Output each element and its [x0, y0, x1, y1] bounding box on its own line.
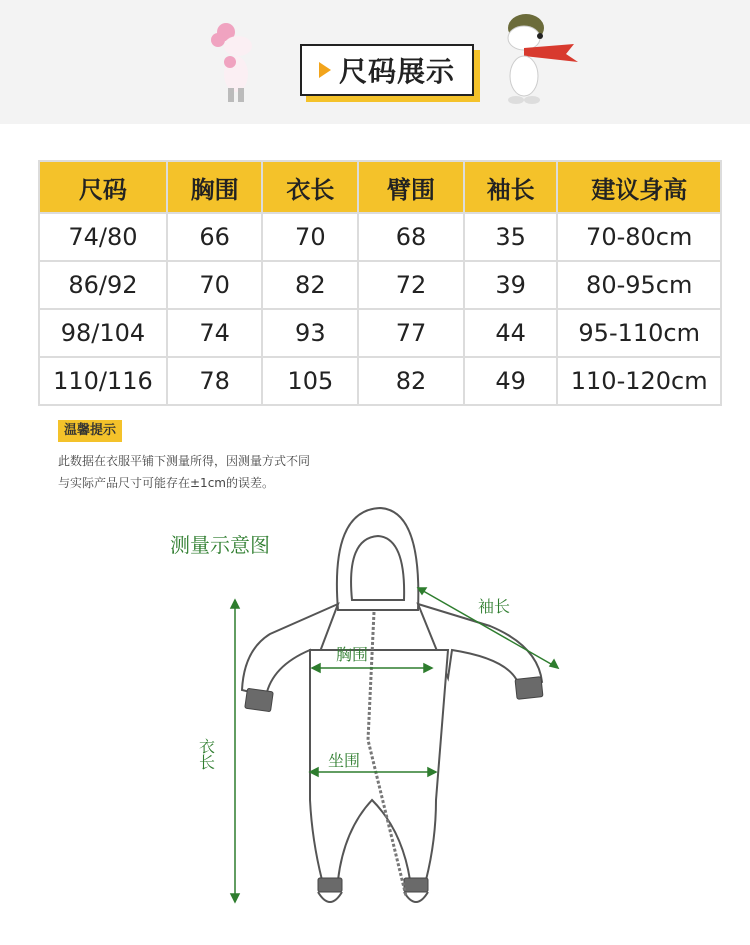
cell-height: 95-110cm — [557, 309, 721, 357]
cell-chest: 78 — [167, 357, 263, 405]
header-size: 尺码 — [39, 161, 167, 213]
label-length: 衣长 — [196, 738, 216, 770]
header-height: 建议身高 — [557, 161, 721, 213]
cell-arm: 82 — [358, 357, 464, 405]
label-chest: 胸围 — [336, 645, 369, 664]
cell-size: 110/116 — [39, 357, 167, 405]
cell-chest: 66 — [167, 213, 263, 261]
header-chest: 胸围 — [167, 161, 263, 213]
cell-length: 82 — [262, 261, 358, 309]
page-title-box — [300, 44, 474, 96]
header-arm: 臂围 — [358, 161, 464, 213]
cell-arm: 72 — [358, 261, 464, 309]
table-row — [39, 357, 721, 405]
tip-line-1: 此数据在衣服平铺下测量所得，因测量方式不同 — [58, 454, 311, 468]
table-row — [39, 213, 721, 261]
cell-sleeve: 39 — [464, 261, 558, 309]
snoopy-aviator-illustration — [494, 6, 580, 106]
cell-size: 74/80 — [39, 213, 167, 261]
cell-arm: 68 — [358, 213, 464, 261]
label-sleeve: 袖长 — [478, 597, 511, 616]
play-triangle-icon — [319, 62, 331, 78]
page-title: 尺码展示 — [338, 55, 455, 88]
diagram-title: 测量示意图 — [170, 533, 270, 557]
cell-size: 98/104 — [39, 309, 167, 357]
cell-height: 70-80cm — [557, 213, 721, 261]
cell-height: 110-120cm — [557, 357, 721, 405]
pink-poodle-illustration — [206, 14, 266, 104]
tip-badge: 温馨提示 — [58, 420, 122, 442]
cell-chest: 74 — [167, 309, 263, 357]
cell-length: 70 — [262, 213, 358, 261]
cell-size: 86/92 — [39, 261, 167, 309]
cell-sleeve: 49 — [464, 357, 558, 405]
cell-length: 105 — [262, 357, 358, 405]
measurement-diagram — [160, 500, 590, 940]
table-header-row — [39, 161, 721, 213]
jumpsuit-outline — [242, 508, 542, 880]
tip-text — [58, 450, 310, 494]
cell-arm: 77 — [358, 309, 464, 357]
label-hip: 坐围 — [328, 751, 361, 770]
header-banner — [0, 0, 750, 124]
table-row — [39, 309, 721, 357]
cell-chest: 70 — [167, 261, 263, 309]
tip-line-2: 与实际产品尺寸可能存在±1cm的误差。 — [58, 476, 274, 490]
feet-straps — [318, 892, 428, 902]
table-row — [39, 261, 721, 309]
cell-sleeve: 35 — [464, 213, 558, 261]
cell-sleeve: 44 — [464, 309, 558, 357]
cell-height: 80-95cm — [557, 261, 721, 309]
header-sleeve: 袖长 — [464, 161, 558, 213]
header-length: 衣长 — [262, 161, 358, 213]
size-table — [38, 160, 722, 406]
cell-length: 93 — [262, 309, 358, 357]
